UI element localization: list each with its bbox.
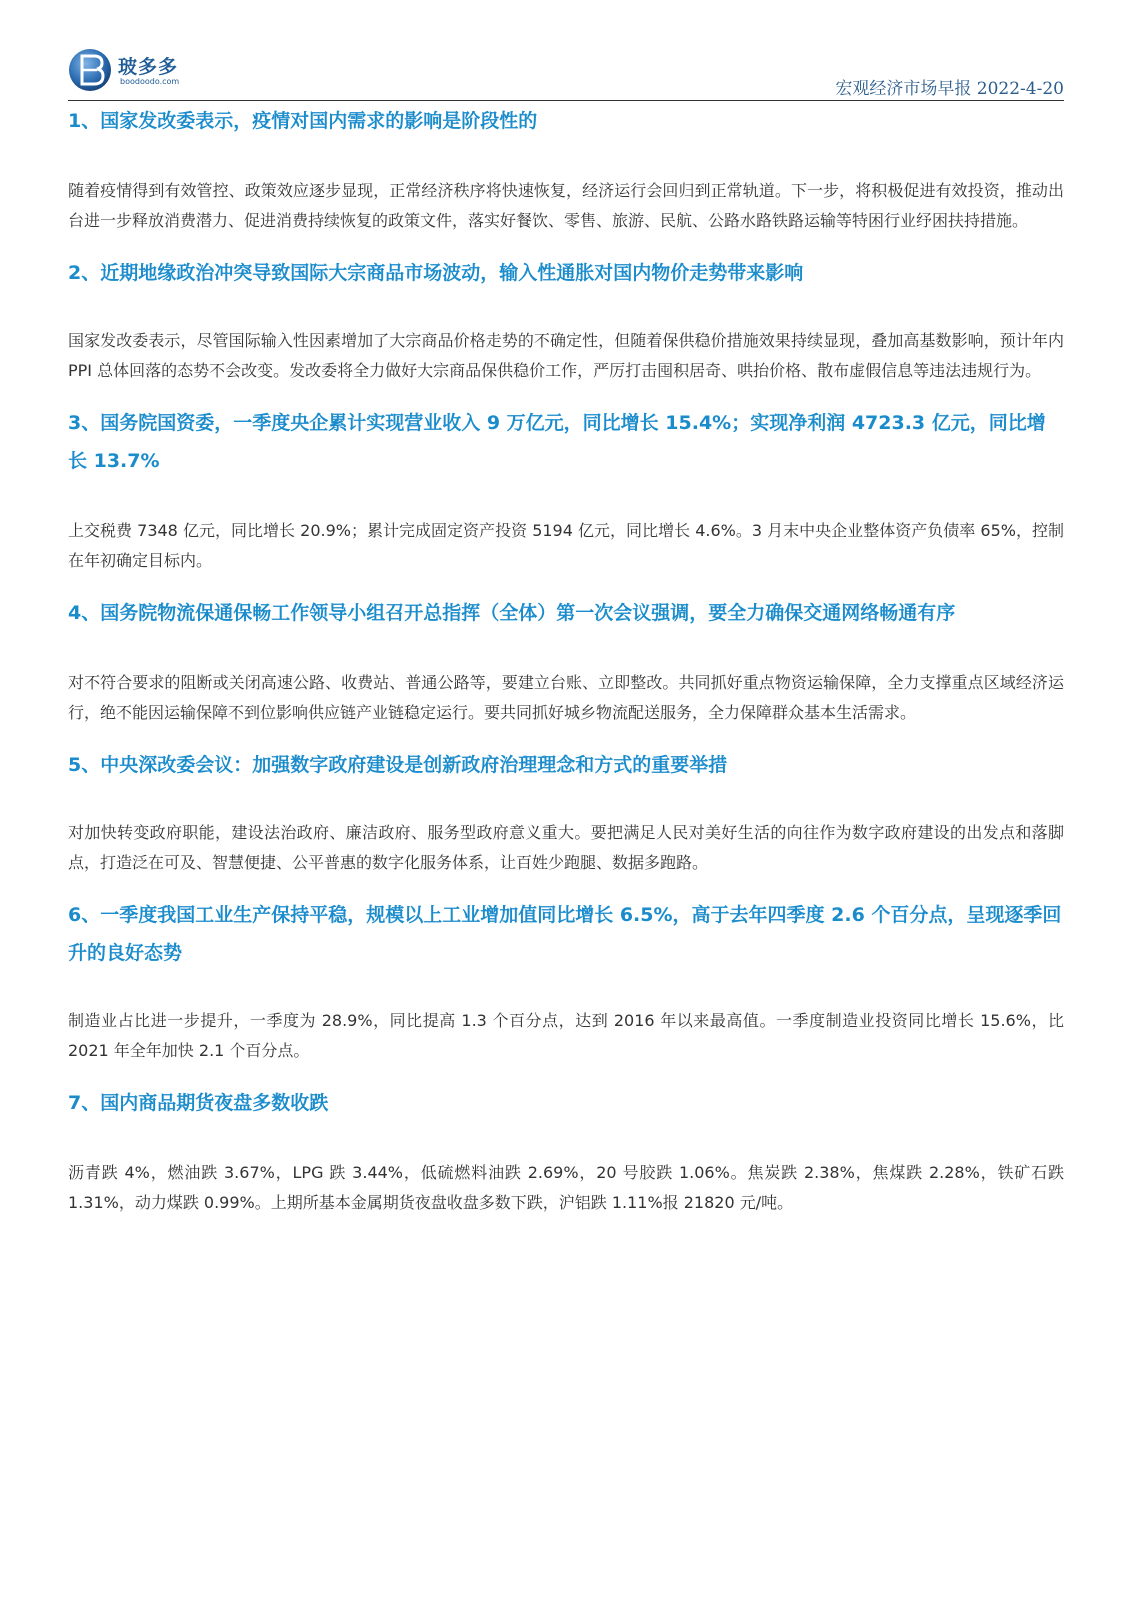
header-divider <box>68 100 1064 101</box>
page-header <box>68 40 1064 102</box>
news-item-7 <box>68 1084 1064 1218</box>
logo-text: 玻多多 <box>118 56 179 78</box>
news-item-1 <box>68 102 1064 236</box>
company-logo <box>68 44 198 100</box>
logo-url: boodoodo.com <box>120 77 180 86</box>
news-headline: 1、国家发改委表示，疫情对国内需求的影响是阶段性的 <box>68 110 538 132</box>
news-headline: 4、国务院物流保通保畅工作领导小组召开总指挥（全体）第一次会议强调，要全力确保交通网络畅通有序 <box>68 602 956 624</box>
news-body: 制造业占比进一步提升，一季度为 28.9%，同比提高 1.3 个百分点，达到 2016 年以来最高值。一季度制造业投资同比增长 15.6%，比 2021 年全年加快 2.1 个百分点。 <box>68 1011 1064 1060</box>
news-headline: 3、国务院国资委，一季度央企累计实现营业收入 9 万亿元，同比增长 15.4%；实现净利润 4723.3 亿元，同比增长 13.7% <box>68 412 1046 472</box>
news-item-4 <box>68 594 1064 728</box>
news-item-3 <box>68 404 1064 576</box>
news-body: 国家发改委表示，尽管国际输入性因素增加了大宗商品价格走势的不确定性，但随着保供稳价措施效果持续显现，叠加高基数影响，预计年内 PPI 总体回落的态势不会改变。发改委将全力做好大宗商品保供稳价工作，严厉打击囤积居奇、哄抬价格、散布虚假信息等违法违规行为。 <box>68 331 1064 380</box>
logo-globe-icon <box>68 44 114 96</box>
news-body: 对加快转变政府职能，建设法治政府、廉洁政府、服务型政府意义重大。要把满足人民对美好生活的向往作为数字政府建设的出发点和落脚点，打造泛在可及、智慧便捷、公平普惠的数字化服务体系，让百姓少跑腿、数据多跑路。 <box>68 823 1064 872</box>
news-item-5 <box>68 746 1064 878</box>
news-body: 沥青跌 4%，燃油跌 3.67%，LPG 跌 3.44%，低硫燃料油跌 2.69%，20 号胶跌 1.06%。焦炭跌 2.38%，焦煤跌 2.28%，铁矿石跌 1.31%，动力煤跌 0.99%。上期所基本金属期货夜盘收盘多数下跌，沪铝跌 1.11%报 21820 元/吨。 <box>68 1163 1064 1212</box>
news-item-2 <box>68 254 1064 386</box>
news-headline: 5、中央深改委会议：加强数字政府建设是创新政府治理理念和方式的重要举措 <box>68 754 728 776</box>
news-headline: 7、国内商品期货夜盘多数收跌 <box>68 1092 329 1114</box>
news-item-6 <box>68 896 1064 1066</box>
news-headline: 2、近期地缘政治冲突导致国际大宗商品市场波动，输入性通胀对国内物价走势带来影响 <box>68 262 804 284</box>
news-body: 上交税费 7348 亿元，同比增长 20.9%；累计完成固定资产投资 5194 亿元，同比增长 4.6%。3 月末中央企业整体资产负债率 65%，控制在年初确定目标内。 <box>68 521 1064 570</box>
report-title: 宏观经济市场早报 2022-4-20 <box>835 79 1064 99</box>
report-content <box>68 102 1064 1218</box>
news-body: 对不符合要求的阻断或关闭高速公路、收费站、普通公路等，要建立台账、立即整改。共同抓好重点物资运输保障，全力支撑重点区域经济运行，绝不能因运输保障不到位影响供应链产业链稳定运行。要共同抓好城乡物流配送服务，全力保障群众基本生活需求。 <box>68 673 1064 722</box>
news-body: 随着疫情得到有效管控、政策效应逐步显现，正常经济秩序将快速恢复，经济运行会回归到正常轨道。下一步，将积极促进有效投资，推动出台进一步释放消费潜力、促进消费持续恢复的政策文件，落实好餐饮、零售、旅游、民航、公路水路铁路运输等特困行业纾困扶持措施。 <box>68 181 1064 230</box>
news-headline: 6、一季度我国工业生产保持平稳，规模以上工业增加值同比增长 6.5%，高于去年四季度 2.6 个百分点，呈现逐季回升的良好态势 <box>68 904 1062 964</box>
